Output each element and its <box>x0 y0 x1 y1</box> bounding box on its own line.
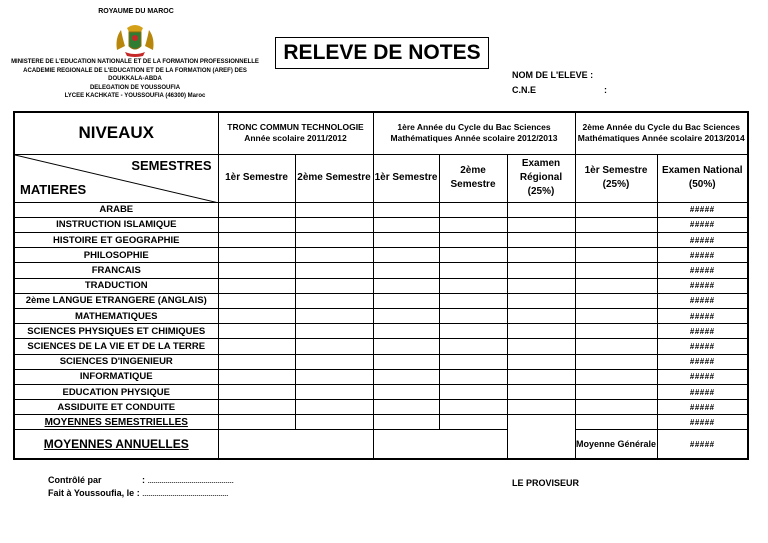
masked-grade-cell: ##### <box>657 232 748 247</box>
grade-cell <box>507 309 575 324</box>
fait-dots: ........................................... <box>142 488 229 498</box>
grade-cell <box>575 400 657 415</box>
average-cell <box>439 415 507 430</box>
student-info <box>512 68 607 98</box>
group-tronc-commun: TRONC COMMUN TECHNOLOGIE Année scolaire 2011/2012 <box>218 112 373 154</box>
grade-cell <box>507 293 575 308</box>
grade-cell <box>218 217 295 232</box>
grade-cell <box>439 400 507 415</box>
moyennes-semestrielles-label: MOYENNES SEMESTRIELLES <box>14 415 218 430</box>
grade-cell <box>575 354 657 369</box>
masked-grade-cell: ##### <box>657 369 748 384</box>
subject-name: PHILOSOPHIE <box>14 248 218 263</box>
average-cell <box>218 415 295 430</box>
subject-row <box>14 263 748 278</box>
grade-cell <box>507 202 575 217</box>
grade-cell <box>439 232 507 247</box>
col-1bac-regional-exam: Examen Régional (25%) <box>507 154 575 202</box>
subject-row <box>14 248 748 263</box>
annual-averages-row <box>14 430 748 459</box>
fait-label: Fait à Youssoufia, le : <box>48 488 140 498</box>
subject-name: MATHEMATIQUES <box>14 309 218 324</box>
masked-grade-cell: ##### <box>657 202 748 217</box>
grade-cell <box>218 400 295 415</box>
grade-cell <box>373 278 439 293</box>
grade-cell <box>575 232 657 247</box>
proviseur-label: LE PROVISEUR <box>512 478 580 488</box>
grade-cell <box>218 263 295 278</box>
grade-cell <box>295 339 373 354</box>
ministry-line: MINISTERE DE L'EDUCATION NATIONALE ET DE LA FORMATION PROFESSIONNELLE <box>11 59 259 65</box>
signature-block <box>48 474 234 500</box>
academy-line: ACADEMIE REGIONALE DE L'EDUCATION ET DE LA FORMATION (AREF) DES <box>23 67 247 74</box>
grade-cell <box>373 248 439 263</box>
subject-row <box>14 278 748 293</box>
grade-cell <box>439 248 507 263</box>
grade-cell <box>439 339 507 354</box>
subject-row <box>14 339 748 354</box>
subject-row <box>14 385 748 400</box>
grade-cell <box>218 232 295 247</box>
annual-average-tc <box>218 430 373 459</box>
grade-cell <box>373 324 439 339</box>
grade-cell <box>507 232 575 247</box>
grade-cell <box>439 354 507 369</box>
grade-cell <box>507 263 575 278</box>
school-line: LYCEE KACHKATE - YOUSSOUFIA (46300) Maroc <box>64 93 206 100</box>
masked-grade-cell: ##### <box>657 217 748 232</box>
masked-grade-cell: ##### <box>657 263 748 278</box>
grade-cell <box>439 309 507 324</box>
moyenne-generale-label: Moyenne Générale <box>575 430 657 459</box>
masked-grade-cell: ##### <box>657 278 748 293</box>
average-cell <box>575 415 657 430</box>
region-line: DOUKKALA-ABDA <box>108 76 162 83</box>
subject-name: SCIENCES D'INGENIEUR <box>14 354 218 369</box>
col-2bac-s1: 1èr Semestre (25%) <box>575 154 657 202</box>
grade-cell <box>295 354 373 369</box>
grade-cell <box>439 385 507 400</box>
grade-cell <box>575 385 657 400</box>
grade-cell <box>373 400 439 415</box>
col-1bac-s1: 1èr Semestre <box>373 154 439 202</box>
grade-cell <box>439 293 507 308</box>
grade-cell <box>218 309 295 324</box>
kingdom-label: ROYAUME DU MAROC <box>98 8 174 15</box>
grade-cell <box>507 369 575 384</box>
grade-cell <box>295 202 373 217</box>
ministry-heading <box>4 58 266 101</box>
grade-cell <box>373 369 439 384</box>
grade-cell <box>295 263 373 278</box>
group-first-year-bac: 1ère Année du Cycle du Bac Sciences Mathématiques Année scolaire 2012/2013 <box>373 112 575 154</box>
grade-cell <box>575 263 657 278</box>
semester-averages-row <box>14 415 748 430</box>
grade-cell <box>439 278 507 293</box>
levels-header-row <box>14 112 748 154</box>
grade-cell <box>373 202 439 217</box>
grade-cell <box>507 324 575 339</box>
grade-cell <box>575 248 657 263</box>
niveaux-header: NIVEAUX <box>14 112 218 154</box>
controle-colon: : <box>142 475 145 485</box>
subject-row <box>14 202 748 217</box>
subject-row <box>14 354 748 369</box>
subject-row <box>14 369 748 384</box>
student-name-label: NOM DE L'ELEVE : <box>512 70 594 80</box>
semestres-label: SEMESTRES <box>131 157 212 173</box>
subject-row <box>14 309 748 324</box>
matieres-label: MATIERES <box>20 181 87 197</box>
grade-cell <box>295 232 373 247</box>
masked-grade-cell: ##### <box>657 400 748 415</box>
grade-cell <box>575 339 657 354</box>
grade-cell <box>218 354 295 369</box>
col-tc-s2: 2ème Semestre <box>295 154 373 202</box>
masked-grade-cell: ##### <box>657 309 748 324</box>
grade-cell <box>218 278 295 293</box>
grade-cell <box>218 202 295 217</box>
grade-cell <box>295 400 373 415</box>
masked-grade-cell: ##### <box>657 339 748 354</box>
grade-cell <box>218 385 295 400</box>
grade-cell <box>575 217 657 232</box>
masked-grade-cell: ##### <box>657 385 748 400</box>
grade-cell <box>373 385 439 400</box>
grade-cell <box>218 248 295 263</box>
subject-name: 2ème LANGUE ETRANGERE (ANGLAIS) <box>14 293 218 308</box>
grade-cell <box>373 232 439 247</box>
grade-cell <box>295 293 373 308</box>
grade-cell <box>439 217 507 232</box>
masked-grade-cell: ##### <box>657 248 748 263</box>
grade-cell <box>439 202 507 217</box>
grade-cell <box>575 309 657 324</box>
grade-cell <box>507 248 575 263</box>
col-2bac-national-exam: Examen National (50%) <box>657 154 748 202</box>
grade-cell <box>218 324 295 339</box>
grade-cell <box>295 278 373 293</box>
grade-cell <box>575 202 657 217</box>
cne-colon: : <box>604 85 607 95</box>
subject-row <box>14 324 748 339</box>
subject-name: EDUCATION PHYSIQUE <box>14 385 218 400</box>
subject-name: ARABE <box>14 202 218 217</box>
grade-cell <box>507 400 575 415</box>
regional-exam-merged-cell <box>507 415 575 459</box>
grade-cell <box>295 324 373 339</box>
masked-grade-cell: ##### <box>657 293 748 308</box>
grade-cell <box>439 369 507 384</box>
subject-name: ASSIDUITE ET CONDUITE <box>14 400 218 415</box>
masked-general-average: ##### <box>657 430 748 459</box>
grade-cell <box>507 339 575 354</box>
col-tc-s1: 1èr Semestre <box>218 154 295 202</box>
subject-name: INSTRUCTION ISLAMIQUE <box>14 217 218 232</box>
cne-label: C.N.E <box>512 85 537 95</box>
grade-cell <box>575 369 657 384</box>
grade-cell <box>439 263 507 278</box>
grade-cell <box>507 385 575 400</box>
subject-row <box>14 217 748 232</box>
subject-name: SCIENCES DE LA VIE ET DE LA TERRE <box>14 339 218 354</box>
grade-cell <box>218 293 295 308</box>
grade-cell <box>373 217 439 232</box>
grade-cell <box>439 324 507 339</box>
subject-name: FRANCAIS <box>14 263 218 278</box>
grades-table <box>13 111 749 460</box>
grade-cell <box>575 324 657 339</box>
subject-name: HISTOIRE ET GEOGRAPHIE <box>14 232 218 247</box>
coat-of-arms-emblem <box>113 20 157 60</box>
grade-cell <box>373 309 439 324</box>
masked-grade-cell: ##### <box>657 324 748 339</box>
grade-cell <box>295 248 373 263</box>
grade-cell <box>373 293 439 308</box>
document-title: RELEVE DE NOTES <box>275 37 489 69</box>
delegation-line: DELEGATION DE YOUSSOUFIA <box>89 84 181 91</box>
grade-cell <box>295 217 373 232</box>
grade-cell <box>507 354 575 369</box>
masked-average-cell: ##### <box>657 415 748 430</box>
subject-row <box>14 293 748 308</box>
grade-cell <box>373 263 439 278</box>
subject-name: TRADUCTION <box>14 278 218 293</box>
grade-cell <box>295 385 373 400</box>
grade-cell <box>575 293 657 308</box>
semesters-header-row <box>14 154 748 202</box>
subject-name: INFORMATIQUE <box>14 369 218 384</box>
grade-cell <box>373 339 439 354</box>
masked-grade-cell: ##### <box>657 354 748 369</box>
grade-cell <box>507 278 575 293</box>
grade-cell <box>507 217 575 232</box>
col-1bac-s2: 2ème Semestre <box>439 154 507 202</box>
subject-name: SCIENCES PHYSIQUES ET CHIMIQUES <box>14 324 218 339</box>
subject-row <box>14 232 748 247</box>
grade-cell <box>218 369 295 384</box>
grade-cell <box>295 309 373 324</box>
average-cell <box>373 415 439 430</box>
semesters-matieres-corner <box>14 154 218 202</box>
controle-dots: ........................................... <box>147 475 234 485</box>
annual-average-1bac <box>373 430 507 459</box>
controle-label: Contrôlé par <box>48 475 102 485</box>
grade-cell <box>218 339 295 354</box>
moyennes-annuelles-label: MOYENNES ANNUELLES <box>14 430 218 459</box>
group-second-year-bac: 2ème Année du Cycle du Bac Sciences Mathématiques Année scolaire 2013/2014 <box>575 112 748 154</box>
grade-cell <box>575 278 657 293</box>
subject-row <box>14 400 748 415</box>
average-cell <box>295 415 373 430</box>
grade-cell <box>373 354 439 369</box>
grade-cell <box>295 369 373 384</box>
